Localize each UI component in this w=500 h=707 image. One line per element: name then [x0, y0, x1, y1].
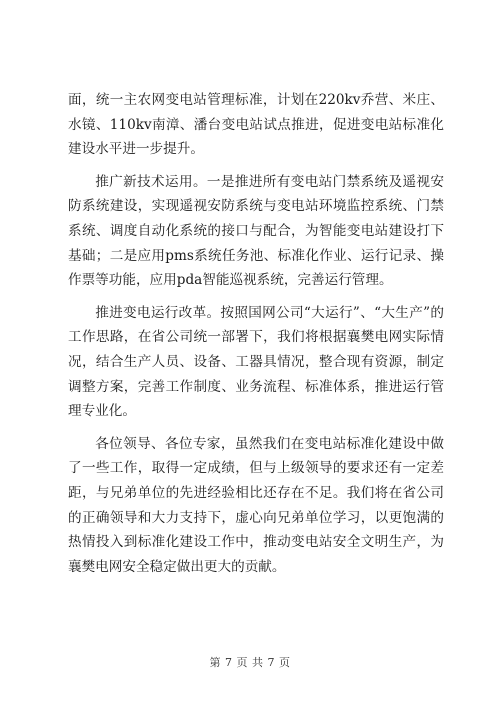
paragraph-4: 各位领导、各位专家，虽然我们在变电站标准化建设中做了一些工作，取得一定成绩，但与上级领导的要求还有一定差距，与兄弟单位的先进经验相比还存在不足。我们将在省公司的正确领导和大力支持下，虚心向兄弟单位学习，以更饱满的热情投入到标准化建设工作中，推动变电站安全文明生产，为襄樊电网安全稳定做出更大的贡献。	[68, 435, 444, 575]
document-body	[68, 88, 444, 587]
paragraph-2: 推广新技术运用。一是推进所有变电站门禁系统及遥视安防系统建设，实现遥视安防系统与变电站环境监控系统、门禁系统、调度自动化系统的接口与配合，为智能变电站建设打下基础；二是应用pms系统任务池、标准化作业、运行记录、操作票等功能，应用pda智能巡视系统，完善运行管理。	[68, 173, 444, 289]
paragraph-1: 面，统一主农网变电站管理标准，计划在220kv乔营、米庄、水镜、110kv南漳、潘台变电站试点推进，促进变电站标准化建设水平进一步提升。	[68, 92, 444, 158]
paragraph-3: 推进变电运行改革。按照国网公司“大运行”、“大生产”的工作思路，在省公司统一部署下，我们将根据襄樊电网实际情况，结合生产人员、设备、工器具情况，整合现有资源，制定调整方案，完善工作制度、业务流程、标准体系，推进运行管理专业化。	[68, 304, 444, 420]
page-footer: 第 7 页 共 7 页	[209, 656, 291, 669]
